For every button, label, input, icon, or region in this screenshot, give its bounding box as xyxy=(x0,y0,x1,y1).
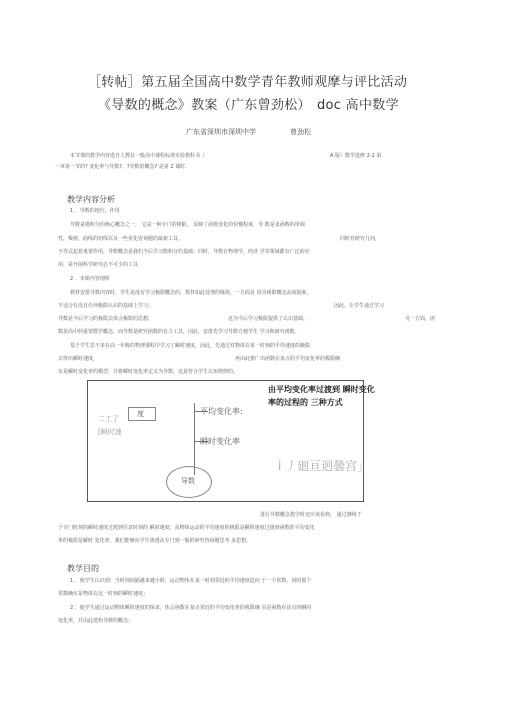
left-label-box xyxy=(128,407,156,421)
left-faint-1: 二工了 xyxy=(98,415,119,423)
author-name: 曾劲松 xyxy=(290,128,311,136)
para2-line2b: 因此，让学生通过学习 xyxy=(334,303,385,309)
label-instant-rate: 瞬时变化率 xyxy=(200,437,240,446)
para2-line1: 教材安排导数内容时，学生是没有学习极限概念的，教材如此处理的缘故，一方面是 因为极限概念高度抽象， xyxy=(70,290,312,296)
goal1-line2: 常数确实是物体在这一时刻的瞬时速度； xyxy=(58,591,149,597)
para1-line2b: 同时对研究几何， xyxy=(340,236,381,242)
para2-line6a: 去得出瞬时速度， xyxy=(58,356,99,362)
section-heading-analysis: 教学内容分析 xyxy=(67,195,115,204)
diagram-title-line2: 率的过程的 三种方式 xyxy=(268,398,343,407)
para2-line5: 基于学生思不多在高一年级的物理课程中学习了瞬时速度，因此，先通过对物体在某一时刻的平均速度的极限 xyxy=(70,343,311,349)
para1-line2a: 性，极值，曲线的切线以及一些优化咨询题的最新工具， xyxy=(58,236,184,242)
transition-diagram xyxy=(87,380,375,502)
diagram-title-line1: 由平均变化率过渡到 瞬时变化 xyxy=(268,385,375,394)
para1-line4: 用，是开展科学研究必不可少的工具 xyxy=(58,262,139,268)
title-line-1: ［转帖］第五届全国高中数学青年教师观摩与评比活动 xyxy=(88,75,408,90)
title-line-2-right: doc 高中数学 xyxy=(317,98,399,113)
para1-line3: 不等式起着重要作用，导数概念是我们今后学习数积分的基础；同时，导数在物理学，经济 学等领域都有广泛的应 xyxy=(58,249,310,255)
para2-line3c: 另一方面，函 xyxy=(405,316,436,322)
para2-line7: 实是瞬时变化率的模型，并将瞬时变化率定义为导数，这是符合学生认知规律的。 xyxy=(58,369,239,375)
para1-line1: 导数是微积分的核心概念之一， 它是一种专门的极限， 反映了函数变化的快慢程度．导 数是求函数的单调 xyxy=(70,222,305,228)
right-faint-text: i 丿廻亘迥曇宫」 xyxy=(278,459,370,473)
para2-line4: 数是高中的重要数学概念，而导数是研究函数的有力工具，因此，安排先学习导数方便学生 学习和研究函数。 xyxy=(58,329,300,335)
para2-line6b: 再由此推广出函数在某点的平均变化率的极限确 xyxy=(235,356,341,362)
intro-line-2: 一章第一节的? 变化率与导数?、?导数的概念? 是第 2 课时. xyxy=(55,164,187,170)
title-line-2-left: 《导数的概念》教案（广东曾劲松） xyxy=(98,98,311,113)
goal2-line1: 2 ．使学生通过运动物体瞬时速度的探求，体会函数在某点邻近的平均变化率的极限确 实是函数在该点的瞬时 xyxy=(70,605,312,611)
derivative-circle xyxy=(166,466,212,498)
after-diagram-line1: 进行导数概念教学时还应该看到， 通过割线干 xyxy=(260,512,362,518)
section-heading-goals: 教学目的 xyxy=(67,564,99,573)
left-faint-2: [瞬时速 xyxy=(98,428,122,436)
para2-line3a: 导数是今后学习的极限去体会极限的思想， xyxy=(58,316,154,322)
left-label-box-text: 度 xyxy=(137,410,144,418)
connector-line xyxy=(194,403,195,475)
item1-heading: 1 ．导数的地位、作用 xyxy=(70,208,120,214)
goal2-line2: 变化率，并由此建构导数的概念； xyxy=(58,618,134,624)
intro-line-1a: 本节课的教学内容选自人教社一般高中课程标准实验教科书（ xyxy=(70,153,206,159)
author-school: 广东省深圳市深圳中学 xyxy=(186,128,256,136)
para2-line3b: 这为今后学习极限提供了认识基础。 xyxy=(228,316,309,322)
after-diagram-line3: 率的极限是瞬时 变化率，我们能够向学生渗透从专门到一般的研究咨询题思考 多思想． xyxy=(58,538,252,544)
derivative-circle-label: 导数 xyxy=(181,477,195,485)
para2-line2a: 不适合在没有任何极限认识的基础上学习； xyxy=(58,303,154,309)
intro-line-1b: A 版）数学选修 2-2 第 xyxy=(330,153,382,159)
item2-heading: 2 ．本课内容剖析 xyxy=(70,276,110,282)
label-average-rate: 平均变化率: xyxy=(200,407,243,416)
after-diagram-line2: 个专门时刻的瞬时速度过渡到任意时刻的 瞬时速度；从物体运动的平均速度的极限是瞬时速度过渡到函数的平均变化 xyxy=(58,525,315,531)
goal1-line1: 1 ．使学生认识到：当时刻间隔越来越小时，运动物体在某一时刻邻近的平均速度趋向 于一个常数，同时那个 xyxy=(70,578,312,584)
